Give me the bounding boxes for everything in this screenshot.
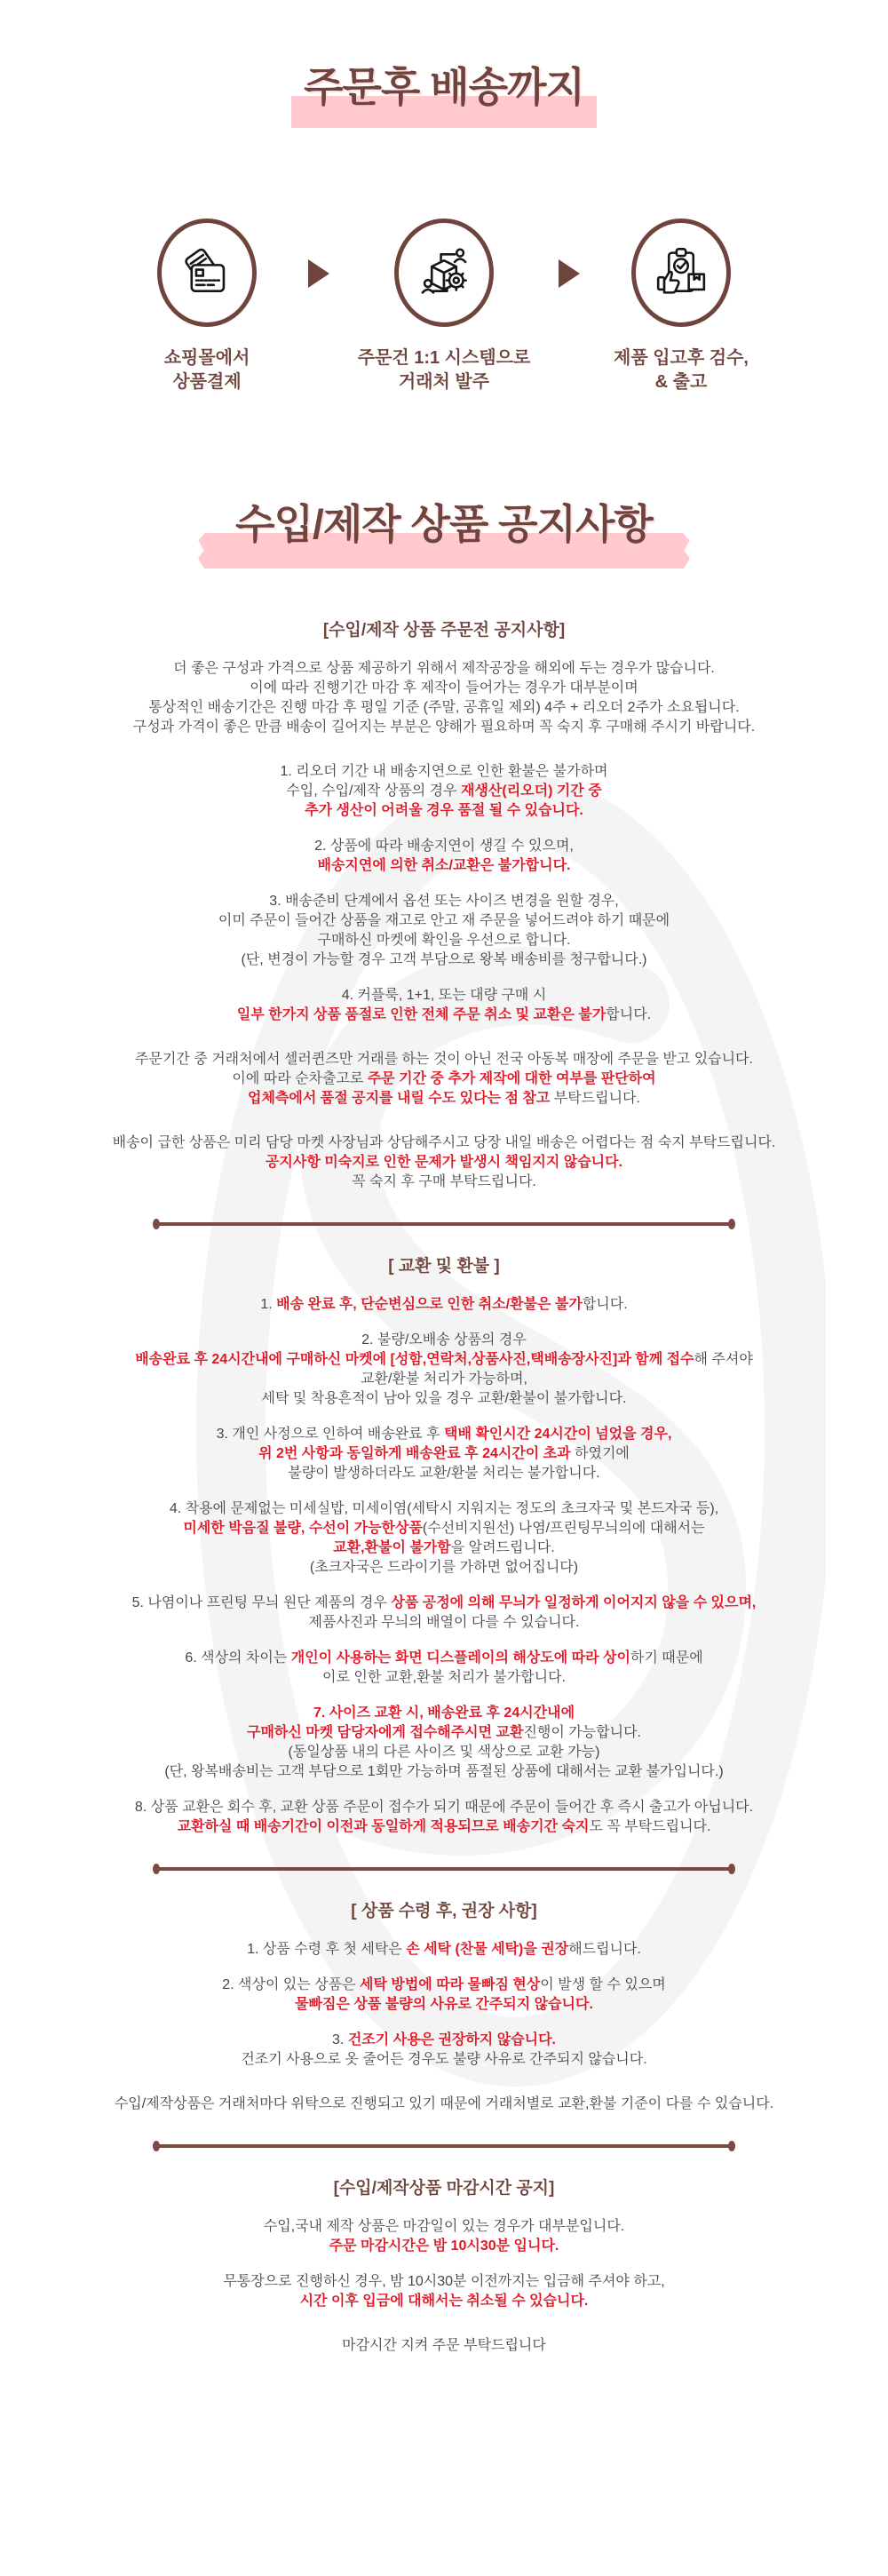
notice-line bbox=[0, 659, 888, 679]
notice-line bbox=[0, 1350, 888, 1370]
notice-line bbox=[0, 762, 888, 782]
notice-content bbox=[0, 620, 888, 2398]
plain-text: 구성과 가격이 좋은 만큼 배송이 길어지는 부분은 양해가 필요하며 꼭 숙지 후 구매해 주시기 바랍니다. bbox=[132, 720, 756, 735]
emphasis-text: 배송 완료 후, 단순변심으로 인한 취소/환불은 불가 bbox=[276, 1297, 583, 1312]
credit-card-icon bbox=[179, 245, 234, 300]
order-system-icon bbox=[416, 245, 472, 300]
notice-paragraph bbox=[0, 2031, 888, 2070]
notice-line bbox=[0, 1425, 888, 1444]
notice-paragraph bbox=[0, 659, 888, 737]
notice-paragraph bbox=[0, 1798, 888, 1837]
step-circle bbox=[157, 219, 257, 327]
notice-line bbox=[0, 1940, 888, 1960]
plain-text: 1. bbox=[260, 1297, 277, 1312]
notice-paragraph bbox=[0, 892, 888, 970]
plain-text: 세탁 및 착용흔적이 남아 있을 경우 교환/환불이 불가합니다. bbox=[261, 1391, 627, 1406]
notice-paragraph bbox=[0, 1594, 888, 1633]
plain-text: 을 알려드립니다. bbox=[450, 1540, 555, 1555]
section-divider bbox=[153, 2141, 735, 2151]
notice-line bbox=[0, 1762, 888, 1782]
plain-text: 수입/제작상품은 거래처마다 위탁으로 진행되고 있기 때문에 거래처별로 교환,환불 기준이 다를 수 있습니다. bbox=[114, 2096, 774, 2111]
emphasis-text: 상품 공정에 의해 무늬가 일정하게 이어지지 않을 수 있으며, bbox=[391, 1595, 757, 1610]
notice-line bbox=[0, 1089, 888, 1109]
plain-text: 수입, 수입/제작 상품의 경우 bbox=[286, 783, 462, 799]
plain-text: (초크자국은 드라이기를 가하면 없어집니다) bbox=[309, 1560, 579, 1575]
notice-title-banner bbox=[235, 501, 653, 558]
emphasis-text: 물빠짐은 상품 불량의 사유로 간주되지 않습니다. bbox=[295, 1997, 593, 2012]
notice-paragraph bbox=[0, 2217, 888, 2256]
plain-text: 3. 배송준비 단계에서 옵션 또는 사이즈 변경을 원할 경우, bbox=[269, 894, 619, 909]
notice-line bbox=[0, 1389, 888, 1409]
emphasis-text: 구매하신 마켓 담당자에게 접수해주시면 교환 bbox=[247, 1725, 524, 1740]
notice-paragraph bbox=[0, 837, 888, 876]
step-label-line2: 상품결제 bbox=[172, 372, 242, 392]
notice-paragraph bbox=[0, 2095, 888, 2114]
plain-text: 3. bbox=[332, 2032, 348, 2047]
emphasis-text: 개인이 사용하는 화면 디스플레이의 해상도에 따라 상이 bbox=[290, 1650, 630, 1666]
emphasis-text: 배송지연에 의한 취소/교환은 불가합니다. bbox=[317, 858, 571, 873]
notice-line bbox=[0, 718, 888, 737]
notice-line bbox=[0, 1704, 888, 1723]
notice-line bbox=[0, 2217, 888, 2237]
section-heading: [ 상품 수령 후, 권장 사항] bbox=[351, 1902, 537, 1920]
notice-line bbox=[0, 1594, 888, 1613]
notice-line bbox=[0, 1558, 888, 1578]
process-step-order-system bbox=[329, 219, 559, 394]
notice-line bbox=[0, 1743, 888, 1762]
emphasis-text: 배송완료 후 24시간내에 구매하신 마켓에 [성함,연락처,상품사진,택배송장사진]과 함께 접수 bbox=[135, 1352, 694, 1367]
plain-text: (동일상품 내의 다른 사이즈 및 색상으로 교환 가능) bbox=[288, 1745, 600, 1760]
notice-line bbox=[0, 986, 888, 1006]
plain-text: (단, 왕복배송비는 고객 부담으로 1회만 가능하며 품절된 상품에 대해서는 교환 불가입니다.) bbox=[164, 1764, 724, 1779]
notice-line bbox=[0, 1798, 888, 1817]
notice-line bbox=[0, 679, 888, 698]
notice-paragraph bbox=[0, 1295, 888, 1315]
notice-line bbox=[0, 1723, 888, 1743]
plain-text: 3. 개인 사정으로 인하여 배송완료 후 bbox=[216, 1427, 444, 1442]
notice-line bbox=[0, 782, 888, 801]
emphasis-text: 재생산(리오더) 기간 중 bbox=[461, 783, 602, 799]
emphasis-text: 시간 이후 입금에 대해서는 취소될 수 있습니다. bbox=[299, 2294, 589, 2309]
emphasis-text: 추가 생산이 어려울 경우 품절 될 수 있습니다. bbox=[305, 803, 583, 818]
emphasis-text: 공지사항 미숙지로 인한 문제가 발생시 책임지지 않습니다. bbox=[265, 1155, 623, 1170]
step-label-line2: & 출고 bbox=[654, 372, 708, 392]
plain-text: 합니다. bbox=[582, 1297, 628, 1312]
notice-line bbox=[0, 1649, 888, 1668]
notice-paragraph bbox=[0, 1050, 888, 1109]
notice-line bbox=[0, 1817, 888, 1837]
plain-text: 이미 주문이 들어간 상품을 재고로 안고 재 주문을 넣어드려야 하기 때문에 bbox=[218, 913, 670, 928]
divider-end-ring bbox=[728, 1219, 735, 1229]
plain-text: 진행이 가능합니다. bbox=[523, 1725, 641, 1740]
plain-text: 불량이 발생하더라도 교환/환불 처리는 불가합니다. bbox=[288, 1466, 600, 1481]
notice-line bbox=[0, 1295, 888, 1315]
plain-text: 제품사진과 무늬의 배열이 다를 수 있습니다. bbox=[308, 1615, 580, 1630]
plain-text: 2. 상품에 따라 배송지연이 생길 수 있으며, bbox=[314, 839, 574, 854]
emphasis-text: 위 2번 사항과 동일하게 배송완료 후 24시간이 초과 bbox=[258, 1446, 571, 1461]
notice-line bbox=[0, 1995, 888, 2015]
step-label bbox=[580, 346, 782, 394]
emphasis-text: 주문 마감시간은 밤 10시30분 입니다. bbox=[329, 2238, 559, 2254]
notice-line bbox=[0, 1133, 888, 1153]
divider-end-ring bbox=[728, 1864, 735, 1874]
notice-line bbox=[0, 911, 888, 931]
notice-line bbox=[0, 1370, 888, 1389]
plain-text: 해 주셔야 bbox=[694, 1352, 753, 1367]
plain-text: 도 꼭 부탁드립니다. bbox=[589, 1819, 711, 1834]
plain-text: 4. 커플룩, 1+1, 또는 대량 구매 시 bbox=[341, 988, 547, 1003]
notice-line bbox=[0, 1538, 888, 1558]
emphasis-text: 7. 사이즈 교환 시, 배송완료 후 24시간내에 bbox=[313, 1705, 575, 1721]
divider-line bbox=[159, 1222, 729, 1226]
notice-line bbox=[0, 2272, 888, 2292]
notice-paragraph bbox=[0, 1649, 888, 1688]
notice-line bbox=[0, 856, 888, 876]
notice-line bbox=[0, 931, 888, 950]
notice-line bbox=[0, 1499, 888, 1519]
emphasis-text: 업체측에서 품절 공지를 내릴 수도 있다는 점 참고 bbox=[248, 1091, 551, 1106]
notice-line bbox=[0, 837, 888, 856]
notice-line bbox=[0, 1153, 888, 1173]
notice-paragraph bbox=[0, 1940, 888, 1960]
page-title: 주문후 배송까지 bbox=[304, 64, 584, 110]
notice-line bbox=[0, 1519, 888, 1538]
notice-line bbox=[0, 1006, 888, 1025]
plain-text: 이에 따라 진행기간 마감 후 제작이 들어가는 경우가 대부분이며 bbox=[250, 680, 638, 696]
emphasis-text: 손 세탁 (찬물 세탁)을 권장 bbox=[406, 1942, 569, 1957]
section-heading: [수입/제작 상품 주문전 공지사항] bbox=[322, 621, 566, 640]
plain-text: 배송이 급한 상품은 미리 담당 마켓 사장님과 상담해주시고 당장 내일 배송은 어렵다는 점 숙지 부탁드립니다. bbox=[112, 1135, 776, 1150]
plain-text: 통상적인 배송기간은 진행 마감 후 평일 기준 (주말, 공휴일 제외) 4주 + 리오더 2주가 소요됩니다. bbox=[148, 700, 740, 715]
plain-text: 2. 색상이 있는 상품은 bbox=[222, 1977, 361, 1992]
notice-line bbox=[0, 1173, 888, 1192]
notice-line bbox=[0, 1464, 888, 1483]
plain-text: (수선비지원선) 나염/프린팅무늬의에 대해서는 bbox=[422, 1521, 705, 1536]
plain-text: 이로 인한 교환,환불 처리가 불가합니다. bbox=[322, 1670, 566, 1685]
notice-line bbox=[0, 950, 888, 970]
notice-paragraph bbox=[0, 1499, 888, 1578]
notice-paragraph bbox=[0, 1976, 888, 2015]
plain-text: 2. 불량/오배송 상품의 경우 bbox=[361, 1332, 527, 1348]
emphasis-text: 주문 기간 중 추가 제작에 대한 여부를 판단하여 bbox=[367, 1071, 656, 1086]
plain-text: 부탁드립니다. bbox=[550, 1091, 640, 1106]
plain-text: 주문기간 중 거래처에서 셀러퀸즈만 거래를 하는 것이 아닌 전국 아동복 매장에 주문을 받고 있습니다. bbox=[135, 1052, 753, 1067]
notice-line bbox=[0, 2336, 888, 2356]
step-circle bbox=[394, 219, 494, 327]
plain-text: 6. 색상의 차이는 bbox=[185, 1650, 291, 1666]
plain-text: 수입,국내 제작 상품은 마감일이 있는 경우가 대부분입니다. bbox=[263, 2219, 625, 2234]
divider-line bbox=[159, 1867, 729, 1871]
notice-title-wrap bbox=[0, 501, 888, 558]
notice-line bbox=[0, 2095, 888, 2114]
order-process-row bbox=[0, 219, 888, 394]
step-label-line2: 거래처 발주 bbox=[398, 372, 490, 392]
plain-text: 건조기 사용으로 옷 줄어든 경우도 불량 사유로 간주되지 않습니다. bbox=[241, 2052, 647, 2067]
notice-line bbox=[0, 1444, 888, 1464]
plain-text: 이 발생 할 수 있으며 bbox=[540, 1977, 666, 1992]
plain-text: 4. 착용에 문제없는 미세실밥, 미세이염(세탁시 지워지는 정도의 초크자국 및 본드자국 등), bbox=[169, 1501, 719, 1516]
notice-paragraph bbox=[0, 2336, 888, 2356]
plain-text: 꼭 숙지 후 구매 부탁드립니다. bbox=[352, 1174, 536, 1189]
notice-title: 수입/제작 상품 공지사항 bbox=[235, 501, 653, 547]
plain-text: 합니다. bbox=[606, 1007, 652, 1022]
notice-line bbox=[0, 2050, 888, 2070]
notice-line bbox=[0, 1668, 888, 1688]
plain-text: 1. 상품 수령 후 첫 세탁은 bbox=[247, 1942, 407, 1957]
step-label bbox=[106, 346, 308, 394]
divider-end-ring bbox=[728, 2141, 735, 2151]
divider-line bbox=[159, 2144, 729, 2148]
section-divider bbox=[153, 1219, 735, 1229]
notice-line bbox=[0, 801, 888, 821]
plain-text: 이에 따라 순차출고로 bbox=[232, 1071, 368, 1086]
plain-text: 구매하신 마켓에 확인을 우선으로 합니다. bbox=[317, 933, 571, 948]
emphasis-text: 교환,환불이 불가함 bbox=[333, 1540, 451, 1555]
plain-text: 8. 상품 교환은 회수 후, 교환 상품 주문이 접수가 되기 때문에 주문이 들어간 후 즉시 출고가 아닙니다. bbox=[134, 1800, 754, 1815]
emphasis-text: 세탁 방법에 따라 물빠짐 현상 bbox=[360, 1977, 541, 1992]
plain-text: 5. 나염이나 프린팅 무늬 원단 제품의 경우 bbox=[131, 1595, 392, 1610]
notice-line bbox=[0, 1613, 888, 1633]
notice-paragraph bbox=[0, 2272, 888, 2311]
notice-paragraph bbox=[0, 762, 888, 821]
inspection-icon bbox=[654, 245, 709, 300]
plain-text: 마감시간 지켜 주문 부탁드립니다 bbox=[342, 2338, 546, 2353]
notice-line bbox=[0, 1331, 888, 1350]
plain-text: 하기 때문에 bbox=[630, 1650, 703, 1666]
notice-line bbox=[0, 1069, 888, 1089]
notice-line bbox=[0, 698, 888, 718]
plain-text: 1. 리오더 기간 내 배송지연으로 인한 환불은 불가하며 bbox=[280, 764, 608, 779]
step-label-line1: 쇼핑몰에서 bbox=[163, 348, 250, 368]
notice-line bbox=[0, 892, 888, 911]
plain-text: 더 좋은 구성과 가격으로 상품 제공하기 위해서 제작공장을 해외에 두는 경우가 많습니다. bbox=[173, 661, 715, 676]
section-heading: [수입/제작상품 마감시간 공지] bbox=[333, 2179, 555, 2198]
notice-paragraph bbox=[0, 1331, 888, 1409]
emphasis-text: 미세한 박음질 불량, 수선이 가능한상품 bbox=[183, 1521, 423, 1536]
step-circle bbox=[631, 219, 731, 327]
process-step-payment bbox=[106, 219, 308, 394]
plain-text: 무통장으로 진행하신 경우, 밤 10시30분 이전까지는 입금해 주셔야 하고, bbox=[223, 2274, 665, 2289]
notice-line bbox=[0, 2031, 888, 2050]
emphasis-text: 일부 한가지 상품 품절로 인한 전체 주문 취소 및 교환은 불가 bbox=[236, 1007, 607, 1022]
step-label-line1: 주문건 1:1 시스템으로 bbox=[357, 348, 531, 368]
notice-paragraph bbox=[0, 1425, 888, 1483]
main-title-banner bbox=[304, 64, 584, 121]
section-heading: [ 교환 및 환불 ] bbox=[388, 1257, 500, 1276]
emphasis-text: 건조기 사용은 권장하지 않습니다. bbox=[347, 2032, 556, 2047]
plain-text: 하였기에 bbox=[570, 1446, 630, 1461]
notice-line bbox=[0, 1050, 888, 1069]
step-label bbox=[329, 346, 559, 394]
right-arrow-icon bbox=[559, 259, 580, 288]
plain-text: (단, 변경이 가능할 경우 고객 부담으로 왕복 배송비를 청구합니다.) bbox=[241, 952, 647, 967]
notice-line bbox=[0, 2292, 888, 2311]
section-divider bbox=[153, 1864, 735, 1874]
step-label-line1: 제품 입고후 검수, bbox=[614, 348, 749, 368]
emphasis-text: 교환하실 때 배송기간이 이전과 동일하게 적용되므로 배송기간 숙지 bbox=[177, 1819, 590, 1834]
notice-paragraph bbox=[0, 986, 888, 1025]
notice-paragraph bbox=[0, 1133, 888, 1192]
plain-text: 교환/환불 처리가 가능하며, bbox=[361, 1371, 527, 1387]
process-step-inspection bbox=[580, 219, 782, 394]
plain-text: 해드립니다. bbox=[568, 1942, 641, 1957]
right-arrow-icon bbox=[308, 259, 329, 288]
notice-line bbox=[0, 1976, 888, 1995]
notice-paragraph bbox=[0, 1704, 888, 1782]
emphasis-text: 택배 확인시간 24시간이 넘었을 경우, bbox=[443, 1427, 672, 1442]
notice-line bbox=[0, 2237, 888, 2256]
